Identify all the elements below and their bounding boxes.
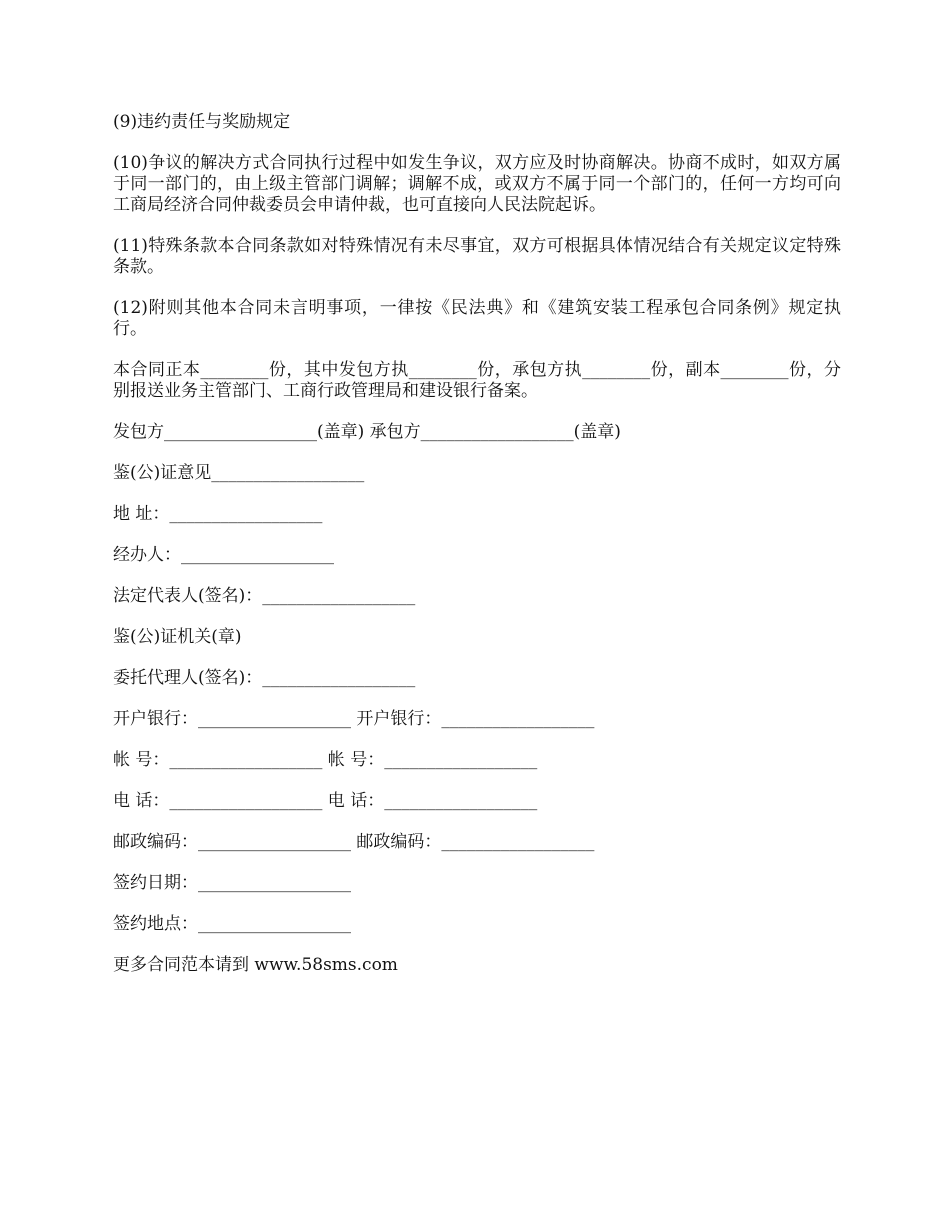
- authorized-agent-line: 委托代理人(签名)：__________________: [113, 668, 416, 688]
- signing-place-line: 签约地点：__________________: [113, 914, 351, 934]
- address-line: 地 址：__________________: [113, 504, 323, 524]
- notarization-authority-line: 鉴(公)证机关(章): [113, 627, 242, 647]
- legal-representative-line: 法定代表人(签名)：__________________: [113, 586, 416, 606]
- party-seal-line: 发包方__________________(盖章) 承包方__________________(盖章): [113, 422, 621, 442]
- signing-date-line: 签约日期：__________________: [113, 873, 351, 893]
- bank-line: 开户银行：__________________ 开户银行：__________________: [113, 709, 595, 729]
- document-body: [113, 112, 841, 996]
- handler-line: 经办人：__________________: [113, 545, 334, 565]
- more-templates-footer: 更多合同范本请到 www.58sms.com: [113, 955, 398, 975]
- notarization-opinion-line: 鉴(公)证意见__________________: [113, 463, 365, 483]
- clause-10-dispute-resolution: (10)争议的解决方式合同执行过程中如发生争议，双方应及时协商解决。协商不成时，如双方属于同一部门的，由上级主管部门调解；调解不成，或双方不属于同一个部门的，任何一方均可向工商局经济合同仲裁委员会申请仲裁，也可直接向人民法院起诉。: [113, 153, 841, 215]
- copies-statement: 本合同正本________份，其中发包方执________份，承包方执________份，副本________份，分别报送业务主管部门、工商行政管理局和建设银行备案。: [113, 360, 841, 401]
- account-number-line: 帐 号：__________________ 帐 号：__________________: [113, 750, 538, 770]
- clause-12-supplementary: (12)附则其他本合同未言明事项，一律按《民法典》和《建筑安装工程承包合同条例》规定执行。: [113, 298, 841, 339]
- postal-code-line: 邮政编码：__________________ 邮政编码：__________________: [113, 832, 595, 852]
- clause-11-special-terms: (11)特殊条款本合同条款如对特殊情况有未尽事宜，双方可根据具体情况结合有关规定议定特殊条款。: [113, 236, 841, 277]
- phone-line: 电 话：__________________ 电 话：__________________: [113, 791, 538, 811]
- clause-9-breach-liability: (9)违约责任与奖励规定: [113, 112, 291, 132]
